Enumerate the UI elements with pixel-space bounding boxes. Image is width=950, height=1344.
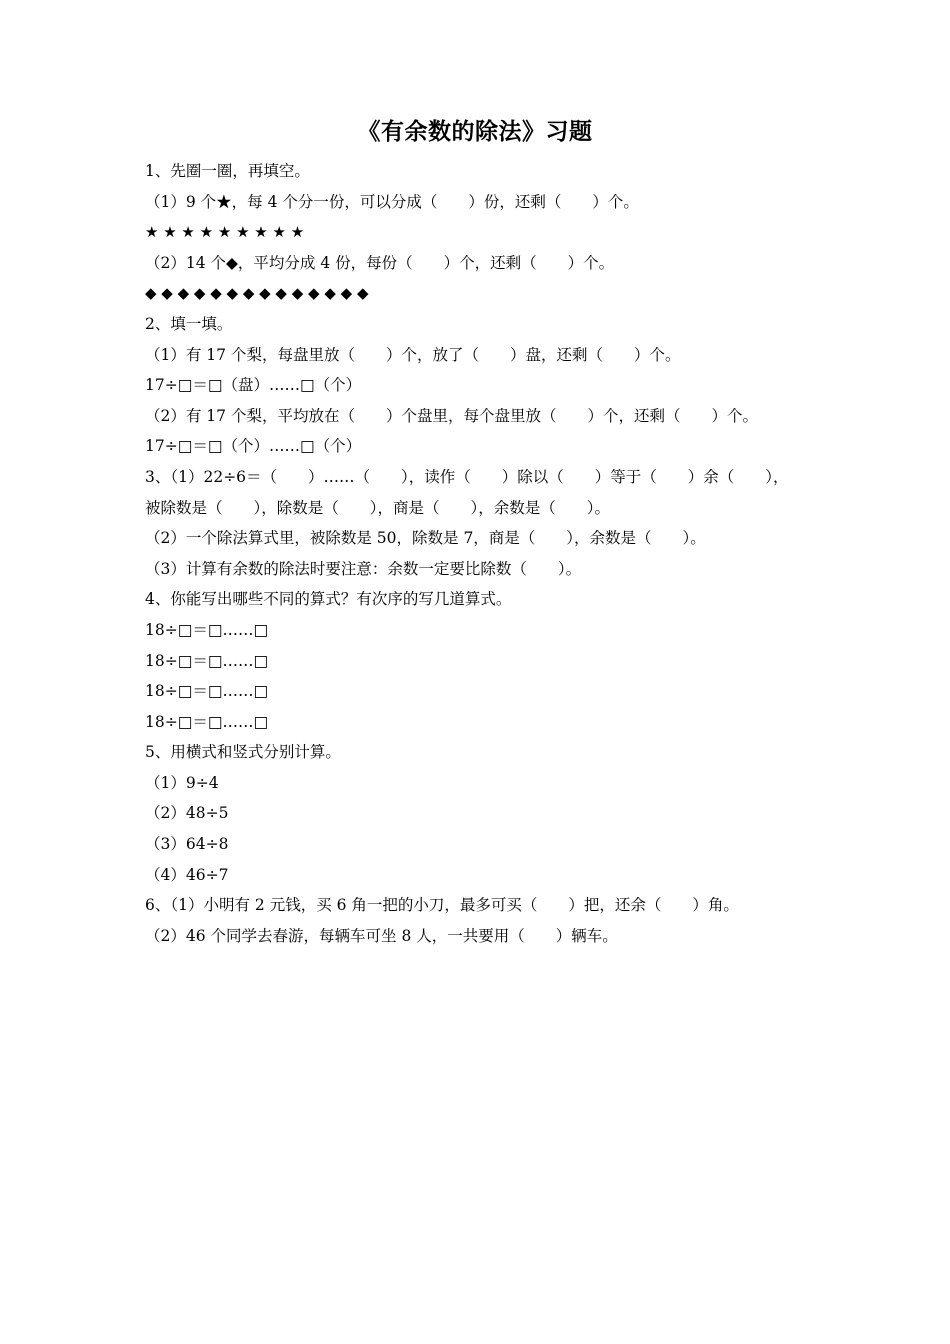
section-4-heading: 4、你能写出哪些不同的算式？有次序的写几道算式。: [145, 590, 512, 609]
question-6-2: （2）46 个同学去春游，每辆车可坐 8 人，一共要用（ ）辆车。: [145, 926, 618, 945]
question-2-2: （2）有 17 个梨，平均放在（ ）个盘里，每个盘里放（ ）个，还剩（ ）个。: [145, 406, 758, 425]
equation-2-1: 17÷□＝□（盘）……□（个）: [145, 376, 362, 395]
equation-4-1: 18÷□＝□……□: [145, 620, 269, 639]
equation-2-2: 17÷□＝□（个）……□（个）: [145, 437, 362, 456]
question-3-3: （3）计算有余数的除法时要注意：余数一定要比除数（ ）。: [145, 559, 582, 578]
section-5-heading: 5、用横式和竖式分别计算。: [145, 743, 341, 762]
section-1-heading: 1、先圈一圈，再填空。: [145, 162, 310, 180]
equation-4-4: 18÷□＝□……□: [145, 712, 269, 731]
equation-4-3: 18÷□＝□……□: [145, 682, 269, 701]
exercise-list: [145, 156, 825, 951]
question-5-2: （2）48÷5: [145, 804, 229, 823]
question-1-2: （2）14 个◆，平均分成 4 份，每份（ ）个，还剩（ ）个。: [145, 253, 615, 272]
question-5-4: （4）46÷7: [145, 865, 229, 884]
question-6-1: 6、（1）小明有 2 元钱，买 6 角一把的小刀，最多可买（ ）把，还余（ ）角。: [145, 896, 739, 915]
question-3-1: 3、（1）22÷6＝（ ）……（ ），读作（ ）除以（ ）等于（ ）余（ ），: [145, 467, 789, 486]
question-3-1-cont: 被除数是（ ），除数是（ ），商是（ ），余数是（ ）。: [145, 498, 611, 517]
question-3-2: （2）一个除法算式里，被除数是 50，除数是 7，商是（ ），余数是（ ）。: [145, 529, 706, 548]
diamond-row: ◆ ◆ ◆ ◆ ◆ ◆ ◆ ◆ ◆ ◆ ◆ ◆ ◆ ◆: [145, 284, 369, 303]
equation-4-2: 18÷□＝□……□: [145, 651, 269, 670]
question-5-3: （3）64÷8: [145, 835, 229, 854]
section-2-heading: 2、填一填。: [145, 314, 233, 333]
question-1-1: （1）9 个★，每 4 个分一份，可以分成（ ）份，还剩（ ）个。: [145, 192, 639, 211]
page-title: 《有余数的除法》习题: [357, 118, 593, 145]
question-2-1: （1）有 17 个梨，每盘里放（ ）个，放了（ ）盘，还剩（ ）个。: [145, 345, 681, 364]
question-5-1: （1）9÷4: [145, 773, 219, 792]
star-row: ★ ★ ★ ★ ★ ★ ★ ★ ★: [145, 223, 305, 242]
